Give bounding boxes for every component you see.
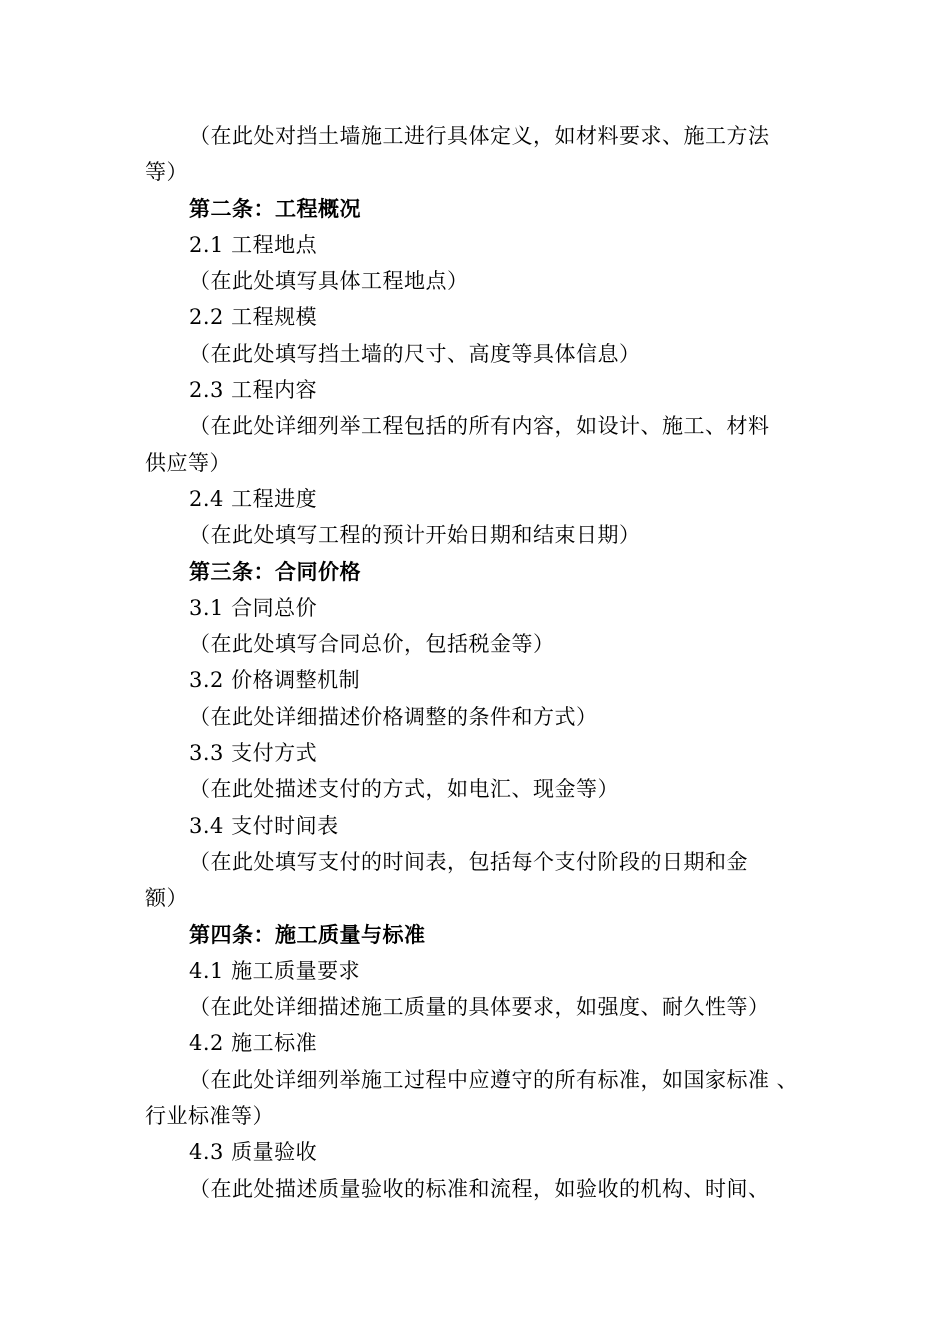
paragraph-line: （在此处填写具体工程地点） (189, 269, 469, 294)
paragraph-line: （在此处详细列举工程包括的所有内容，如设计、施工、材料 (189, 414, 770, 439)
clause-heading: 2.4 工程进度 (189, 486, 318, 511)
paragraph-line: 额） (145, 886, 188, 911)
paragraph-line: （在此处填写支付的时间表，包括每个支付阶段的日期和金 (189, 849, 748, 874)
section-heading: 第二条：工程概况 (189, 195, 361, 221)
paragraph-line: （在此处对挡土墙施工进行具体定义，如材料要求、施工方法 (189, 124, 770, 148)
clause-heading: 4.3 质量验收 (189, 1140, 318, 1165)
paragraph-line: 供应等） (145, 450, 231, 475)
clause-heading: 3.2 价格调整机制 (189, 668, 361, 693)
clause-heading: 4.1 施工质量要求 (189, 958, 361, 983)
paragraph-line: （在此处详细列举施工过程中应遵守的所有标准，如国家标准 、 (189, 1067, 799, 1092)
paragraph-line: （在此处描述质量验收的标准和流程，如验收的机构、时间、 (189, 1176, 770, 1201)
section-heading: 第四条：施工质量与标准 (189, 921, 426, 947)
section-heading: 第三条：合同价格 (189, 558, 361, 584)
paragraph-line: （在此处填写挡土墙的尺寸、高度等具体信息） (189, 341, 641, 366)
paragraph-line: （在此处填写合同总价，包括税金等） (189, 632, 555, 657)
paragraph-line: （在此处详细描述价格调整的条件和方式） (189, 704, 598, 729)
clause-heading: 3.1 合同总价 (189, 595, 318, 620)
paragraph-line: 行业标准等） (145, 1104, 274, 1129)
paragraph-line: （在此处描述支付的方式，如电汇、现金等） (189, 777, 619, 802)
clause-heading: 3.3 支付方式 (189, 741, 318, 766)
paragraph-line: （在此处填写工程的预计开始日期和结束日期） (189, 523, 641, 548)
paragraph-line: 等） (145, 160, 188, 185)
clause-heading: 3.4 支付时间表 (189, 813, 339, 838)
clause-heading: 2.3 工程内容 (189, 378, 318, 403)
paragraph-line: （在此处详细描述施工质量的具体要求，如强度、耐久性等） (189, 995, 770, 1020)
document-body (145, 118, 810, 1207)
clause-heading: 4.2 施工标准 (189, 1031, 318, 1056)
clause-heading: 2.1 工程地点 (189, 232, 318, 257)
clause-heading: 2.2 工程规模 (189, 305, 318, 330)
